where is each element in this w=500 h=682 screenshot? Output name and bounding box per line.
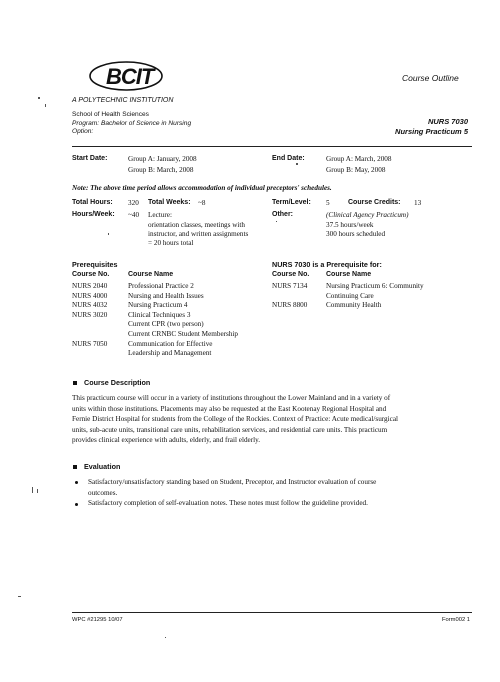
prereq-for-title: NURS 7030 is a Prerequisite for: [272, 260, 382, 269]
course-code: NURS 7030 [427, 117, 468, 126]
footer-page: Form002 1 [441, 617, 470, 623]
divider [72, 146, 472, 147]
hours-week-label: Hours/Week: [72, 211, 115, 218]
course-credits-label: Course Credits: [348, 199, 401, 206]
total-hours-label: Total Hours: [72, 199, 113, 206]
prereq-course-name: Current CRNBC Student Membership [128, 330, 239, 338]
prereq-for-course-no: NURS 8800 [272, 301, 308, 310]
description-line: Fernie District Hospital for students from the College of the Rockies. Context of Practice: Acute medical/surgical [72, 415, 399, 423]
lecture-line-1: orientation classes, meetings with [148, 221, 246, 229]
school-name: School of Health Sciences [72, 111, 149, 118]
scan-speck [165, 637, 166, 638]
prereq-for-col-no: Course No. [272, 271, 310, 278]
course-outline-label: Course Outline [402, 73, 459, 83]
prereq-course-no: NURS 2040 [72, 282, 108, 290]
scan-speck [32, 487, 33, 493]
other-line-3: 300 hours scheduled [326, 230, 386, 238]
lecture-line-3: = 20 hours total [148, 239, 194, 247]
evaluation-item-2: Satisfactory completion of self-evaluation notes. These notes must follow the guideline provided. [88, 499, 368, 507]
evaluation-title: Evaluation [84, 462, 121, 471]
other-line-2: 37.5 hours/week [326, 220, 374, 229]
scan-speck [45, 104, 46, 107]
program-name: Program: Bachelor of Science in Nursing [72, 119, 192, 127]
end-date-group-b: Group B: May, 2008 [326, 166, 386, 174]
footer-divider [72, 612, 472, 613]
prereq-course-no: NURS 7050 [72, 339, 108, 348]
description-line: This practicum course will occur in a variety of institutions throughout the Lower Mainland and in a variety of [72, 394, 391, 402]
scan-speck [108, 233, 109, 235]
square-bullet-icon [73, 381, 77, 385]
description-line: units within those institutions. Placements may also be requested at the East Kootenay Regional Hospital and [72, 404, 387, 413]
prereq-course-name: Nursing Practicum 4 [128, 301, 188, 310]
prereq-course-no: NURS 4000 [72, 291, 108, 300]
scan-speck [18, 596, 21, 597]
description-line: units, sub-acute units, transitional care units, rehabilitation services, and residential care units. This practicum [72, 425, 388, 434]
prereq-for-col-name: Course Name [326, 271, 372, 278]
prereq-course-name: Nursing and Health Issues [128, 291, 204, 300]
prereq-for-course-name: Community Health [326, 301, 382, 310]
end-date-group-a: Group A: March, 2008 [326, 155, 392, 163]
scan-speck [38, 97, 40, 99]
evaluation-item-1-line-1: Satisfactory/unsatisfactory standing based on Student, Preceptor, and Instructor evaluation of course [88, 478, 377, 486]
total-hours-value: 320 [128, 199, 139, 207]
prereq-col-no: Course No. [72, 271, 110, 278]
option-label: Option: [72, 128, 94, 135]
bullet-dot-icon [75, 481, 78, 484]
other-line-1: (Clinical Agency Practicum) [326, 211, 409, 219]
total-weeks-label: Total Weeks: [148, 199, 191, 206]
footer-left: WPC #21295 10/07 [72, 617, 123, 623]
term-level-value: 5 [326, 199, 330, 207]
total-weeks-value: ~8 [198, 199, 206, 207]
lecture-description [148, 221, 248, 248]
start-date-group-a: Group A: January, 2008 [128, 155, 197, 163]
logo-text: BCIT [106, 64, 154, 89]
schedule-note: Note: The above time period allows accommodation of individual preceptors' schedules. [72, 184, 332, 192]
prereq-course-name: Clinical Techniques 3 [128, 310, 191, 319]
lecture-label: Lecture: [148, 211, 172, 219]
other-label: Other: [272, 211, 293, 218]
evaluation-item-1 [88, 477, 376, 498]
course-credits-value: 13 [414, 199, 422, 207]
hours-week-value: ~40 [128, 211, 140, 219]
start-date-label: Start Date: [72, 155, 108, 162]
description-line: provides clinical experience with adults, elderly, and frail elderly. [72, 436, 261, 444]
prereq-col-name: Course Name [128, 271, 174, 278]
bcit-logo [86, 58, 164, 94]
prereq-for-course-no: NURS 7134 [272, 282, 308, 290]
course-id-block [330, 117, 468, 137]
prereq-course-no: NURS 4032 [72, 301, 108, 310]
evaluation-item-1-line-2: outcomes. [88, 488, 118, 497]
prereq-course-name: Leadership and Management [128, 349, 212, 358]
course-description-title: Course Description [84, 378, 151, 387]
prerequisites-title: Prerequisites [72, 260, 118, 269]
prereq-course-name: Current CPR (two person) [128, 320, 204, 329]
prereq-course-name: Professional Practice 2 [128, 282, 194, 290]
scan-speck [276, 221, 277, 222]
course-title: Nursing Practicum 5 [395, 127, 468, 136]
prereq-for-course-name: Continuing Care [326, 291, 374, 300]
lecture-line-2: instructor, and written assignments [148, 230, 249, 238]
end-date-label: End Date: [272, 155, 305, 162]
scan-speck [296, 163, 298, 165]
course-description-body [72, 393, 472, 446]
other-details [326, 211, 409, 240]
prereq-course-name: Communication for Effective [128, 339, 213, 348]
scan-speck [37, 489, 38, 493]
bullet-dot-icon [75, 503, 78, 506]
square-bullet-icon [73, 465, 77, 469]
program-info [72, 111, 191, 137]
term-level-label: Term/Level: [272, 199, 311, 206]
prereq-course-no: NURS 3020 [72, 310, 108, 319]
start-date-group-b: Group B: March, 2008 [128, 166, 194, 174]
institution-tagline: A POLYTECHNIC INSTITUTION [72, 97, 174, 104]
prereq-for-course-name: Nursing Practicum 6: Community [326, 282, 424, 290]
